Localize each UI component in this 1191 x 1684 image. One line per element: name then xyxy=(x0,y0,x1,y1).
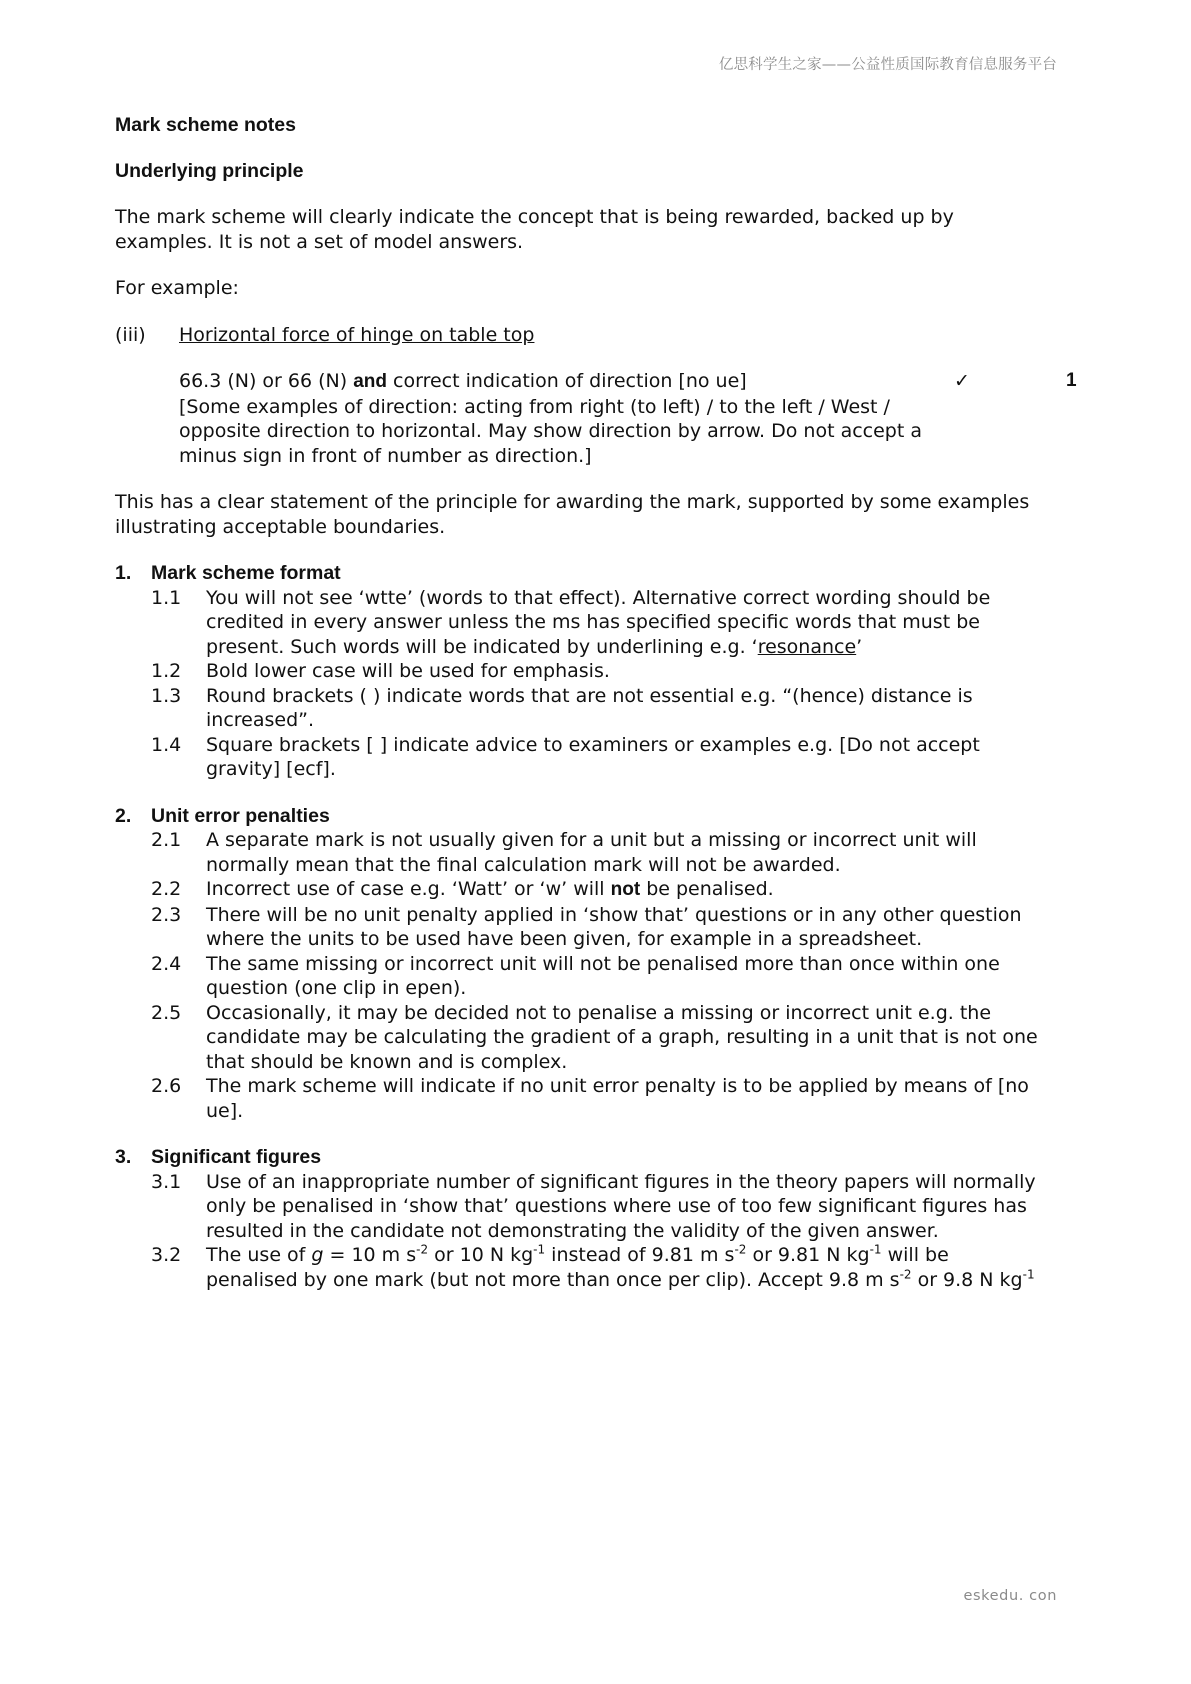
header-note: 亿思科学生之家——公益性质国际教育信息服务平台 xyxy=(718,57,1057,73)
tick-icon: ✓ xyxy=(954,370,970,392)
superscript: -1 xyxy=(1022,1267,1035,1282)
list-item xyxy=(151,1243,1040,1292)
document-title: Mark scheme notes xyxy=(115,114,296,136)
item-text-part: or 9.81 N kg xyxy=(746,1244,870,1266)
section-1-heading xyxy=(115,561,1040,586)
section-number: 2. xyxy=(115,804,132,827)
example-line-post: correct indication of direction [no ue] xyxy=(386,370,747,392)
item-text: Bold lower case will be used for emphasis. xyxy=(206,660,610,682)
list-item xyxy=(151,903,1040,952)
item-text-part: Incorrect use of case e.g. ‘Watt’ or ‘w’ will xyxy=(206,878,611,900)
mark-value: 1 xyxy=(1066,370,1077,391)
list-item xyxy=(151,828,1040,877)
item-number: 1.1 xyxy=(151,586,182,609)
item-text-part: or 9.8 N kg xyxy=(911,1268,1023,1291)
item-text: The mark scheme will indicate if no unit error penalty is to be applied by means of [no ue]. xyxy=(206,1075,1029,1122)
superscript: -1 xyxy=(533,1242,546,1257)
for-example-label: For example: xyxy=(115,277,239,299)
item-text: There will be no unit penalty applied in ‘show that’ questions or in any other question where the units to be used have been given, for example in a spreadsheet. xyxy=(206,903,1022,950)
item-text: Round brackets ( ) indicate words that are not essential e.g. “(hence) distance is increased”. xyxy=(206,684,973,731)
item-number: 2.5 xyxy=(151,1001,182,1024)
superscript: -2 xyxy=(416,1242,429,1257)
item-text-part: or 10 N kg xyxy=(428,1244,534,1266)
item-number: 3.1 xyxy=(151,1170,182,1193)
item-text-part: The use of xyxy=(206,1244,312,1266)
example-answer-text xyxy=(179,369,924,468)
item-number: 2.3 xyxy=(151,903,182,926)
section-title: Mark scheme format xyxy=(151,562,341,584)
list-item xyxy=(151,952,1040,1001)
principle-summary: This has a clear statement of the principle for awarding the mark, supported by some examples illustrating acceptable boundaries. xyxy=(115,491,1030,538)
principle-heading: Underlying principle xyxy=(115,160,304,182)
superscript: -2 xyxy=(899,1267,912,1282)
item-text: The same missing or incorrect unit will not be penalised more than once within one question (one clip in epen). xyxy=(206,952,1000,999)
list-item xyxy=(151,733,1040,782)
section-3-heading xyxy=(115,1145,1040,1170)
item-number: 2.4 xyxy=(151,952,182,975)
item-text-part: You will not see ‘wtte’ (words to that effect). Alternative correct wording should be credited in every answer unless the ms has specified specific words that must be present. Such words will be indicated by underlining e.g. ‘ xyxy=(206,586,991,658)
principle-intro: The mark scheme will clearly indicate the concept that is being rewarded, backed up by examples. It is not a set of model answers. xyxy=(115,206,954,253)
list-item xyxy=(151,877,1040,903)
footer-note: eskedu. con xyxy=(963,1588,1057,1604)
item-number: 1.2 xyxy=(151,660,182,682)
section-2-heading xyxy=(115,804,1040,829)
item-text-part: be penalised. xyxy=(640,878,774,900)
section-number: 3. xyxy=(115,1146,132,1168)
gravity-symbol: g xyxy=(311,1244,324,1266)
example-row xyxy=(115,323,1040,348)
item-text xyxy=(206,1243,1040,1292)
list-item xyxy=(151,1074,1040,1123)
example-heading: Horizontal force of hinge on table top xyxy=(179,323,535,346)
item-text: Occasionally, it may be decided not to penalise a missing or incorrect unit e.g. the candidate may be calculating the gradient of a graph, resulting in a unit that is not one that should be known and is complex. xyxy=(206,1001,1038,1073)
item-text: Use of an inappropriate number of significant figures in the theory papers will normally only be penalised in ‘show that’ questions where use of too few significant figures has resulted in the candidate not demonstrating the validity of the given answer. xyxy=(206,1170,1036,1242)
example-line-bold: and xyxy=(353,371,387,392)
example-number: (iii) xyxy=(115,323,146,346)
example-detail: [Some examples of direction: acting from right (to left) / to the left / West / opposite direction to horizontal. May show direction by arrow. Do not accept a minus sign in front of number as direction.] xyxy=(179,395,922,467)
superscript: -2 xyxy=(734,1242,747,1257)
item-text xyxy=(206,877,1040,903)
item-text-part: instead of 9.81 m s xyxy=(545,1244,735,1266)
example-line-pre: 66.3 (N) or 66 (N) xyxy=(179,370,354,392)
item-text-part: ’ xyxy=(856,635,863,658)
item-number: 1.4 xyxy=(151,733,182,756)
item-number: 2.1 xyxy=(151,829,182,851)
underlined-example: resonance xyxy=(757,635,857,658)
section-title: Significant figures xyxy=(151,1146,322,1168)
section-title: Unit error penalties xyxy=(151,804,330,827)
item-text xyxy=(206,586,1040,660)
item-text-part: will be penalised by one mark (but not more than once per clip). Accept 9.8 m s xyxy=(206,1244,949,1291)
item-text-part: = 10 m s xyxy=(323,1244,417,1266)
bold-emphasis: not xyxy=(610,879,641,900)
list-item xyxy=(151,659,1040,684)
list-item xyxy=(151,684,1040,733)
list-item xyxy=(151,1001,1040,1075)
item-number: 3.2 xyxy=(151,1244,182,1266)
item-number: 1.3 xyxy=(151,684,182,707)
section-number: 1. xyxy=(115,562,132,584)
item-number: 2.2 xyxy=(151,878,182,900)
item-text: Square brackets [ ] indicate advice to examiners or examples e.g. [Do not accept gravity] [ecf]. xyxy=(206,733,980,780)
item-number: 2.6 xyxy=(151,1075,182,1097)
list-item xyxy=(151,586,1040,660)
list-item xyxy=(151,1170,1040,1244)
item-text: A separate mark is not usually given for a unit but a missing or incorrect unit will normally mean that the final calculation mark will not be awarded. xyxy=(206,829,977,876)
superscript: -1 xyxy=(869,1242,882,1257)
document-body xyxy=(115,113,1077,1292)
example-answer-block xyxy=(179,369,1077,468)
